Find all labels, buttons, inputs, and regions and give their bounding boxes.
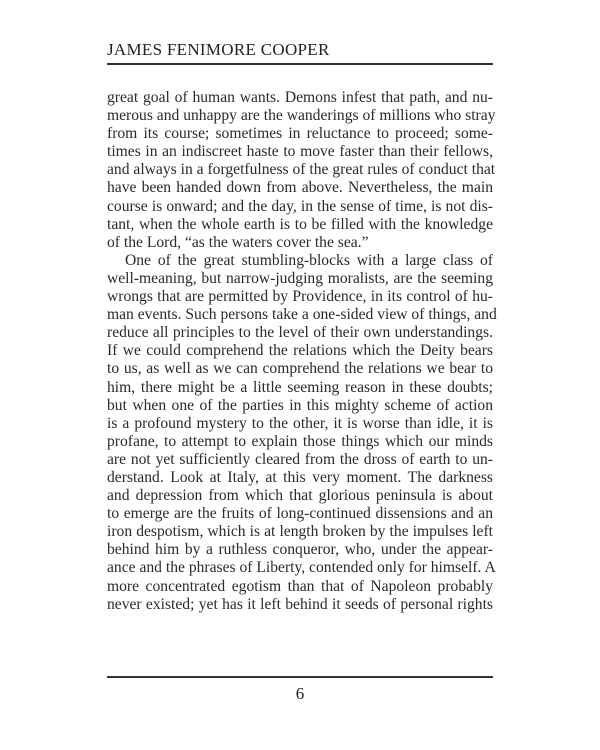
text-line: derstand. Look at Italy, at this very moment. The darkness — [107, 468, 493, 486]
header-rule — [107, 63, 493, 65]
page-body — [107, 89, 497, 614]
text-line: course is onward; and the day, in the sense of time, is not dis- — [107, 197, 493, 215]
text-line: ance and the phrases of Liberty, contended only for himself. A — [107, 559, 496, 577]
text-line: times in an indiscreet haste to move faster than their fellows, — [107, 143, 493, 161]
text-line: but when one of the parties in this mighty scheme of action — [107, 396, 493, 414]
text-line: well-meaning, but narrow-judging moralists, are the seeming — [107, 269, 493, 287]
text-line: man events. Such persons take a one-sided view of things, and — [107, 306, 497, 324]
text-line: him, there might be a little seeming reason in these doubts; — [107, 378, 493, 396]
text-line: great goal of human wants. Demons infest that path, and nu- — [107, 89, 493, 106]
text-line: and always in a forgetfulness of the great rules of conduct that — [107, 161, 496, 179]
text-line: to us, as well as we can comprehend the relations we bear to — [107, 360, 493, 378]
text-line: tant, when the whole earth is to be filled with the knowledge — [107, 215, 493, 233]
text-line: is a profound mystery to the other, it is worse than idle, it is — [107, 414, 493, 432]
text-line: behind him by a ruthless conqueror, who, under the appear- — [107, 541, 493, 559]
text-line: If we could comprehend the relations which the Deity bears — [107, 342, 493, 360]
text-line: reduce all principles to the level of their own understandings. — [107, 324, 493, 342]
running-head: JAMES FENIMORE COOPER — [107, 40, 330, 59]
text-line: are not yet sufficiently cleared from the dross of earth to un- — [107, 450, 493, 468]
text-line: more concentrated egotism than that of Napoleon probably — [107, 577, 493, 595]
text-line: merous and unhappy are the wanderings of millions who stray — [107, 107, 496, 125]
text-line: iron despotism, which is at length broken by the impulses left — [107, 523, 493, 541]
paragraph — [107, 251, 497, 614]
text-line: have been handed down from above. Nevertheless, the main — [107, 179, 493, 197]
text-line: of the Lord, “as the waters cover the sea.” — [107, 233, 369, 251]
text-line: wrongs that are permitted by Providence, in its control of hu- — [107, 288, 493, 306]
footer-rule — [107, 676, 493, 678]
text-line: to emerge are the fruits of long-continued dissensions and an — [107, 505, 493, 523]
text-line: One of the great stumbling-blocks with a large class of — [125, 251, 493, 269]
paragraph — [107, 89, 496, 252]
text-line: from its course; sometimes in reluctance to proceed; some- — [107, 125, 493, 143]
text-line: profane, to attempt to explain those things which our minds — [107, 432, 493, 450]
text-line: never existed; yet has it left behind it seeds of personal rights — [107, 595, 493, 613]
page-number: 6 — [295, 684, 305, 703]
text-line: and depression from which that glorious peninsula is about — [107, 487, 493, 505]
